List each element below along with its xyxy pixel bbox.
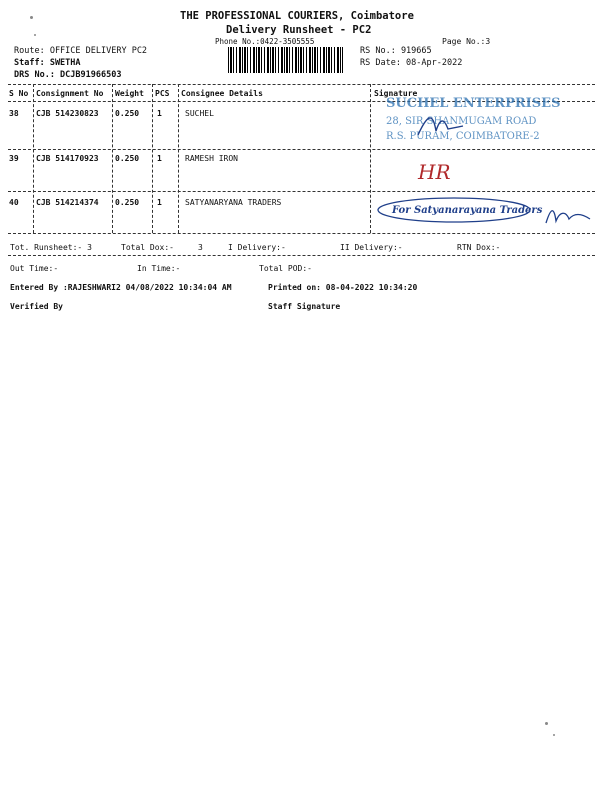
scan-speck <box>545 722 548 725</box>
row-consignee: RAMESH IRON <box>185 154 238 163</box>
company-stamp <box>378 93 568 148</box>
total-runsheet: Tot. Runsheet:- 3 <box>10 243 92 252</box>
staff: Staff: SWETHA <box>14 58 81 68</box>
row-consignee: SUCHEL <box>185 109 214 118</box>
row-pcs: 1 <box>157 154 162 163</box>
return-dox: RTN Dox:- <box>457 243 501 252</box>
in-time: In Time:- <box>137 264 181 273</box>
totals-rule <box>8 255 595 256</box>
svg-text:For Satyanarayana Traders: For Satyanarayana Traders <box>392 205 543 216</box>
corner-mark <box>30 16 33 19</box>
first-delivery: I Delivery:- <box>228 243 286 252</box>
column-divider <box>178 84 179 233</box>
row-pcs: 1 <box>157 198 162 207</box>
handwritten-initials <box>410 155 470 185</box>
company-name: THE PROFESSIONAL COURIERS, Coimbatore <box>180 10 414 22</box>
row-sno: 39 <box>9 154 19 163</box>
rs-date: RS Date: 08-Apr-2022 <box>360 58 463 68</box>
header-pcs: PCS <box>155 89 170 98</box>
out-time: Out Time:- <box>10 264 59 273</box>
svg-text:HR: HR <box>418 160 451 184</box>
row-sno: 38 <box>9 109 19 118</box>
header-weight: Weight <box>115 89 144 98</box>
document-title: Delivery Runsheet - PC2 <box>226 24 372 36</box>
column-divider <box>370 84 371 233</box>
total-dox-value: 3 <box>198 243 203 252</box>
entered-by: Entered By :RAJESHWARI2 04/08/2022 10:34:04 AM <box>10 283 232 292</box>
row-weight: 0.250 <box>115 154 140 163</box>
route: Route: OFFICE DELIVERY PC2 <box>14 46 148 56</box>
corner-mark <box>34 34 36 36</box>
row-sno: 40 <box>9 198 19 207</box>
header-signature: Signature <box>374 89 418 98</box>
column-divider <box>152 84 153 233</box>
header-sno: S No <box>9 89 29 98</box>
svg-text:R.S. PURAM, COIMBATORE-2: R.S. PURAM, COIMBATORE-2 <box>386 131 540 142</box>
row-weight: 0.250 <box>115 198 140 207</box>
barcode <box>228 47 343 73</box>
page-number: Page No.:3 <box>442 37 491 46</box>
table-top-rule <box>8 84 595 85</box>
phone-number: Phone No.:0422-3505555 <box>215 37 315 46</box>
printed-on: Printed on: 08-04-2022 10:34:20 <box>268 283 418 292</box>
row-consignee: SATYANARYANA TRADERS <box>185 198 282 207</box>
rs-number: RS No.: 919665 <box>360 46 432 56</box>
verified-by: Verified By <box>10 302 63 311</box>
staff-signature: Staff Signature <box>268 302 341 311</box>
trader-stamp-signature <box>376 185 598 235</box>
second-delivery: II Delivery:- <box>340 243 403 252</box>
row-consignment-no: CJB 514230823 <box>36 109 99 118</box>
column-divider <box>33 84 34 233</box>
total-dox-label: Total Dox:- <box>121 243 174 252</box>
svg-text:SUCHEL ENTERPRISES: SUCHEL ENTERPRISES <box>386 96 561 111</box>
column-divider <box>112 84 113 233</box>
row-weight: 0.250 <box>115 109 140 118</box>
row-pcs: 1 <box>157 109 162 118</box>
drs-number: DRS No.: DCJB91966503 <box>14 70 122 80</box>
total-pod: Total POD:- <box>259 264 312 273</box>
scan-speck <box>553 734 555 736</box>
header-consignee-details: Consignee Details <box>181 89 263 98</box>
row-consignment-no: CJB 514214374 <box>36 198 99 207</box>
header-consignment-no: Consignment No <box>36 89 104 98</box>
row-rule <box>8 149 595 150</box>
row-consignment-no: CJB 514170923 <box>36 154 99 163</box>
svg-text:28, SIR SHANMUGAM ROAD: 28, SIR SHANMUGAM ROAD <box>386 116 537 127</box>
